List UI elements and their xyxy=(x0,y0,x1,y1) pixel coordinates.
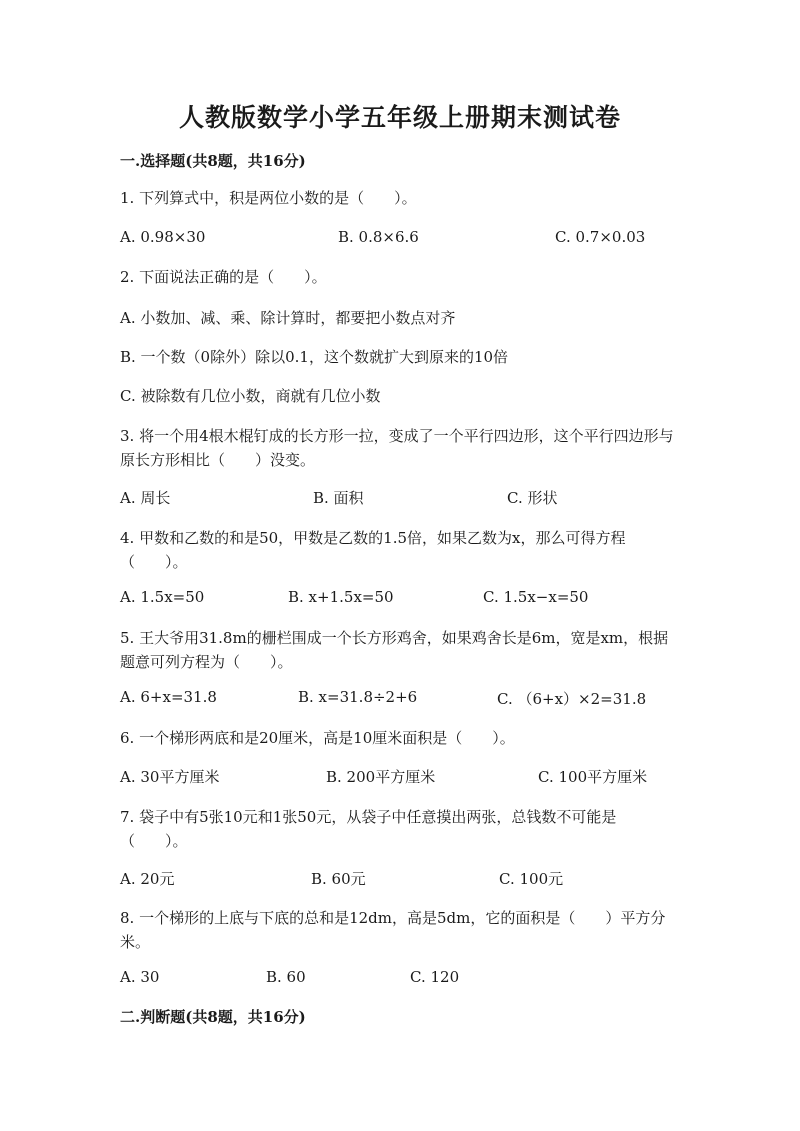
question-stem: 6. 一个梯形两底和是20厘米，高是10厘米面积是（ ）。 xyxy=(120,729,515,747)
option-b: B. x=31.8÷2+6 xyxy=(298,688,418,706)
question-stem: 5. 王大爷用31.8m的栅栏围成一个长方形鸡舍，如果鸡舍长是6m，宽是xm，根据题意可列方程为（ ）。 xyxy=(120,629,669,671)
option-b: B. 0.8×6.6 xyxy=(338,228,419,246)
option-c: C. 形状 xyxy=(507,489,558,507)
question-stem: 7. 袋子中有5张10元和1张50元，从袋子中任意摸出两张，总钱数不可能是（ ）。 xyxy=(120,808,617,850)
option-b: B. x+1.5x=50 xyxy=(288,588,394,606)
option-c: C. 100平方厘米 xyxy=(538,768,648,786)
question-stem: 2. 下面说法正确的是（ ）。 xyxy=(120,268,327,286)
option-a: A. 1.5x=50 xyxy=(120,588,205,606)
option-b: B. 一个数（0除外）除以0.1，这个数就扩大到原来的10倍 xyxy=(120,348,509,366)
option-c: C. 被除数有几位小数，商就有几位小数 xyxy=(120,387,381,405)
option-a: A. 小数加、减、乘、除计算时，都要把小数点对齐 xyxy=(120,309,456,327)
question-stem: 1. 下列算式中，积是两位小数的是（ ）。 xyxy=(120,189,417,207)
option-c: C. （6+x）×2=31.8 xyxy=(497,690,647,708)
option-a: A. 周长 xyxy=(120,489,171,507)
option-b: B. 60 xyxy=(266,968,306,986)
option-a: A. 30 xyxy=(120,968,160,986)
option-c: C. 1.5x−x=50 xyxy=(483,588,589,606)
option-a: A. 20元 xyxy=(120,870,175,888)
section-heading-true-false: 二.判断题(共8题，共16分) xyxy=(120,1008,306,1026)
option-a: A. 6+x=31.8 xyxy=(120,688,217,706)
option-c: C. 120 xyxy=(410,968,460,986)
question-stem: 3. 将一个用4根木棍钉成的长方形一拉，变成了一个平行四边形，这个平行四边形与原长方形相比（ ）没变。 xyxy=(120,427,674,469)
page-title: 人教版数学小学五年级上册期末测试卷 xyxy=(178,103,621,132)
option-c: C. 100元 xyxy=(499,870,564,888)
option-a: A. 30平方厘米 xyxy=(120,768,220,786)
question-stem: 8. 一个梯形的上底与下底的总和是12dm，高是5dm，它的面积是（ ）平方分米。 xyxy=(120,909,666,951)
option-a: A. 0.98×30 xyxy=(120,228,206,246)
option-b: B. 面积 xyxy=(313,489,364,507)
option-b: B. 200平方厘米 xyxy=(326,768,436,786)
question-stem: 4. 甲数和乙数的和是50，甲数是乙数的1.5倍，如果乙数为x，那么可得方程（ ）。 xyxy=(120,529,626,571)
option-b: B. 60元 xyxy=(311,870,366,888)
section-heading-multiple-choice: 一.选择题(共8题，共16分) xyxy=(120,152,306,170)
option-c: C. 0.7×0.03 xyxy=(555,228,646,246)
